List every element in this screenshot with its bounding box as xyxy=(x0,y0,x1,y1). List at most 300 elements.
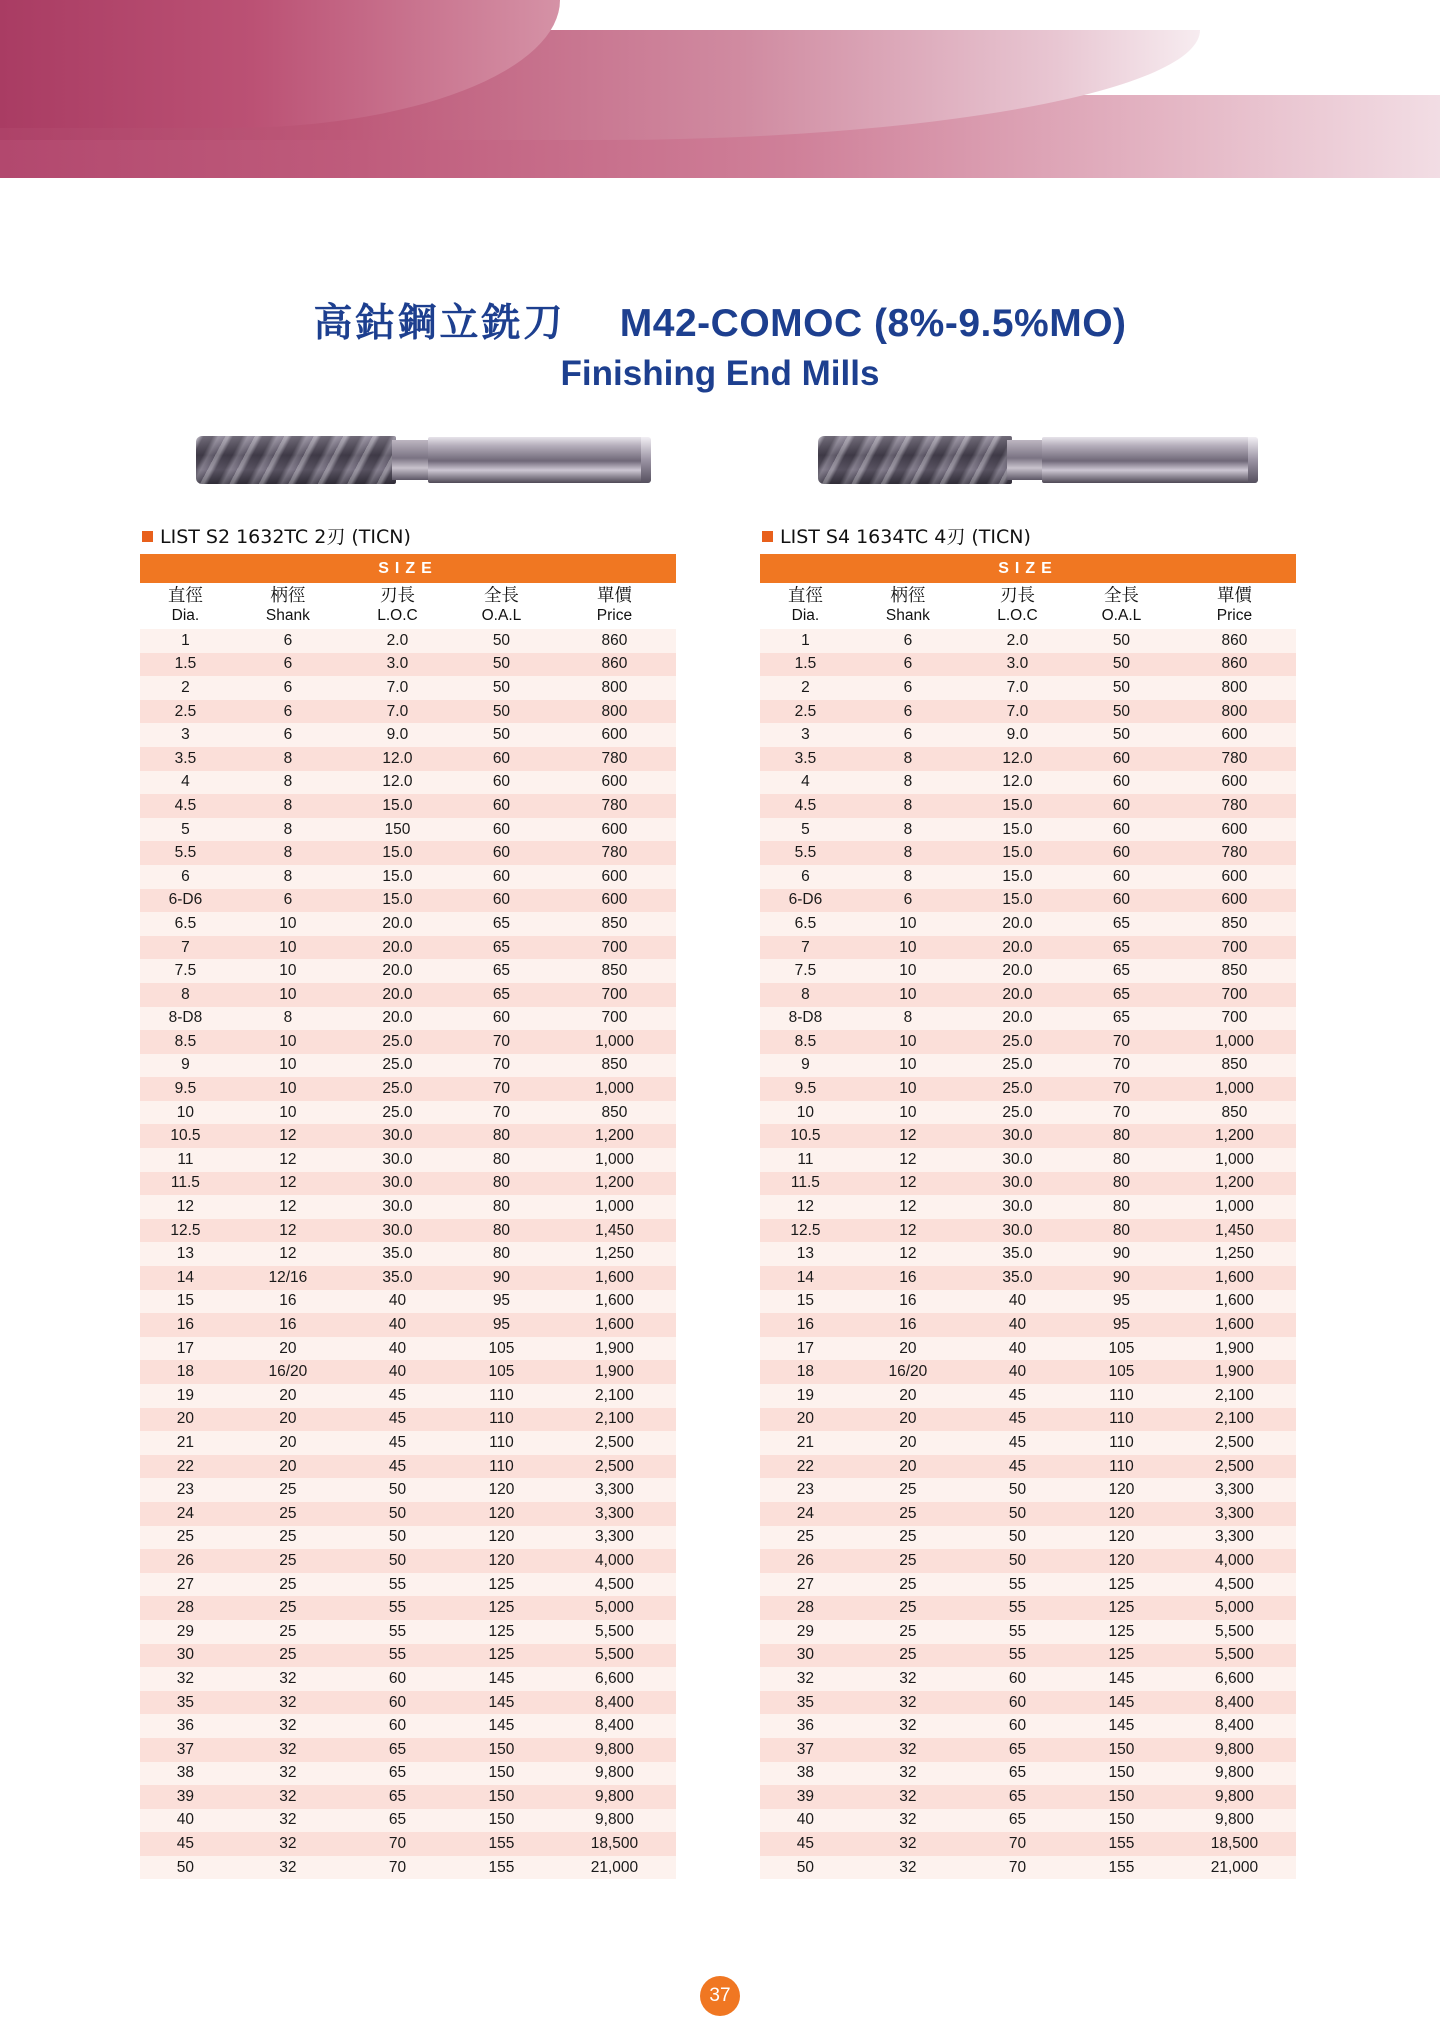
table-cell: 860 xyxy=(553,629,676,653)
table-cell: 30.0 xyxy=(345,1148,450,1172)
table-cell: 25.0 xyxy=(345,1077,450,1101)
table-cell: 6.5 xyxy=(140,912,231,936)
table-cell: 15.0 xyxy=(965,818,1070,842)
table-cell: 55 xyxy=(965,1596,1070,1620)
table-cell: 8 xyxy=(851,841,965,865)
table-row xyxy=(760,1054,1296,1078)
table-cell: 20.0 xyxy=(965,936,1070,960)
table-cell: 70 xyxy=(450,1030,553,1054)
table-cell: 12 xyxy=(140,1195,231,1219)
table-cell: 40 xyxy=(965,1290,1070,1314)
table-row xyxy=(760,1384,1296,1408)
table-cell: 15.0 xyxy=(965,865,1070,889)
table-cell: 1,900 xyxy=(1173,1337,1296,1361)
table-cell: 65 xyxy=(450,983,553,1007)
table-cell: 37 xyxy=(760,1738,851,1762)
table-cell: 800 xyxy=(1173,700,1296,724)
table-cell: 70 xyxy=(450,1077,553,1101)
table-cell: 50 xyxy=(345,1478,450,1502)
table-row xyxy=(760,1195,1296,1219)
table-cell: 1,000 xyxy=(1173,1148,1296,1172)
table-cell: 55 xyxy=(965,1573,1070,1597)
table-cell: 40 xyxy=(345,1360,450,1384)
table-cell: 150 xyxy=(450,1809,553,1833)
table-row xyxy=(760,1290,1296,1314)
table-cell: 65 xyxy=(965,1809,1070,1833)
table-cell: 1,000 xyxy=(553,1195,676,1219)
table-cell: 55 xyxy=(965,1620,1070,1644)
table-row xyxy=(140,865,676,889)
table-cell: 32 xyxy=(231,1762,345,1786)
table-cell: 1,000 xyxy=(553,1148,676,1172)
table-row xyxy=(760,676,1296,700)
table-cell: 20 xyxy=(851,1337,965,1361)
table-cell: 50 xyxy=(1070,653,1173,677)
table-cell: 32 xyxy=(231,1856,345,1880)
table-cell: 25.0 xyxy=(965,1077,1070,1101)
table-cell: 60 xyxy=(1070,818,1173,842)
title-chinese: 高鈷鋼立銑刀 xyxy=(313,301,566,346)
table-cell: 1,000 xyxy=(553,1077,676,1101)
table-cell: 32 xyxy=(851,1714,965,1738)
table-row xyxy=(760,865,1296,889)
column-header-dia xyxy=(140,583,231,629)
column-header-shank xyxy=(851,583,965,629)
table-cell: 6 xyxy=(760,865,851,889)
table-cell: 7.5 xyxy=(760,959,851,983)
table-cell: 60 xyxy=(450,1007,553,1031)
table-cell: 24 xyxy=(760,1502,851,1526)
table-cell: 65 xyxy=(450,959,553,983)
product-photo-2-flute xyxy=(196,428,651,494)
table-cell: 850 xyxy=(1173,1054,1296,1078)
list-label-left xyxy=(142,522,411,549)
table-cell: 12 xyxy=(231,1148,345,1172)
table-cell: 50 xyxy=(965,1549,1070,1573)
table-cell: 60 xyxy=(1070,865,1173,889)
size-table-right-container xyxy=(760,554,1296,1879)
table-cell: 32 xyxy=(231,1691,345,1715)
table-cell: 15.0 xyxy=(965,889,1070,913)
table-row xyxy=(760,1691,1296,1715)
table-cell: 125 xyxy=(450,1573,553,1597)
table-cell: 45 xyxy=(345,1455,450,1479)
table-row xyxy=(140,1384,676,1408)
column-header-en: Dia. xyxy=(791,607,820,624)
table-cell: 60 xyxy=(450,771,553,795)
table-cell: 10.5 xyxy=(760,1124,851,1148)
table-cell: 700 xyxy=(553,1007,676,1031)
table-cell: 50 xyxy=(450,629,553,653)
table-cell: 4.5 xyxy=(140,794,231,818)
table-row xyxy=(140,1148,676,1172)
table-cell: 3 xyxy=(760,723,851,747)
table-cell: 60 xyxy=(965,1691,1070,1715)
table-cell: 120 xyxy=(1070,1502,1173,1526)
table-cell: 20.0 xyxy=(345,936,450,960)
table-cell: 1,200 xyxy=(553,1172,676,1196)
table-cell: 105 xyxy=(1070,1337,1173,1361)
table-cell: 6-D6 xyxy=(140,889,231,913)
page-title xyxy=(0,292,1440,394)
table-row xyxy=(760,936,1296,960)
table-cell: 9,800 xyxy=(1173,1762,1296,1786)
table-cell: 25 xyxy=(231,1526,345,1550)
table-cell: 95 xyxy=(450,1290,553,1314)
table-cell: 35.0 xyxy=(965,1266,1070,1290)
table-cell: 20 xyxy=(140,1408,231,1432)
column-header-en: L.O.C xyxy=(997,607,1038,624)
table-cell: 25 xyxy=(231,1549,345,1573)
column-header-en: Shank xyxy=(265,607,310,624)
column-header-row xyxy=(140,583,676,629)
table-cell: 90 xyxy=(1070,1266,1173,1290)
column-header-cn: 柄徑 xyxy=(890,586,926,606)
table-cell: 9,800 xyxy=(553,1738,676,1762)
table-cell: 40 xyxy=(760,1809,851,1833)
table-cell: 145 xyxy=(450,1667,553,1691)
table-cell: 2.5 xyxy=(760,700,851,724)
table-cell: 26 xyxy=(140,1549,231,1573)
table-row xyxy=(140,747,676,771)
table-cell: 6 xyxy=(231,889,345,913)
table-cell: 2,100 xyxy=(553,1408,676,1432)
table-cell: 8 xyxy=(140,983,231,1007)
table-cell: 120 xyxy=(450,1478,553,1502)
table-cell: 13 xyxy=(760,1242,851,1266)
table-cell: 14 xyxy=(140,1266,231,1290)
table-cell: 5,500 xyxy=(1173,1620,1296,1644)
table-row xyxy=(140,1030,676,1054)
table-cell: 30.0 xyxy=(965,1219,1070,1243)
table-row xyxy=(760,1785,1296,1809)
table-cell: 35 xyxy=(140,1691,231,1715)
table-cell: 15.0 xyxy=(345,889,450,913)
table-cell: 120 xyxy=(1070,1478,1173,1502)
table-cell: 3,300 xyxy=(1173,1502,1296,1526)
table-cell: 27 xyxy=(760,1573,851,1597)
table-cell: 70 xyxy=(965,1856,1070,1880)
table-cell: 28 xyxy=(140,1596,231,1620)
column-header-row xyxy=(760,583,1296,629)
shank-section xyxy=(428,437,651,483)
table-row xyxy=(140,1573,676,1597)
table-cell: 8 xyxy=(231,841,345,865)
table-cell: 1,000 xyxy=(553,1030,676,1054)
column-header-price xyxy=(553,583,676,629)
table-row xyxy=(760,771,1296,795)
table-cell: 4,000 xyxy=(1173,1549,1296,1573)
table-cell: 150 xyxy=(1070,1809,1173,1833)
table-cell: 1,250 xyxy=(553,1242,676,1266)
table-cell: 45 xyxy=(140,1832,231,1856)
table-cell: 45 xyxy=(345,1408,450,1432)
table-cell: 25 xyxy=(851,1573,965,1597)
table-row xyxy=(760,959,1296,983)
table-cell: 10 xyxy=(851,959,965,983)
table-row xyxy=(760,1832,1296,1856)
table-cell: 1,600 xyxy=(553,1266,676,1290)
table-row xyxy=(760,1148,1296,1172)
table-row xyxy=(140,1667,676,1691)
table-row xyxy=(140,1172,676,1196)
table-cell: 32 xyxy=(231,1738,345,1762)
table-cell: 60 xyxy=(345,1714,450,1738)
table-cell: 65 xyxy=(1070,983,1173,1007)
list-label-right-text: LIST S4 1634TC 4刃 (TICN) xyxy=(780,526,1031,548)
table-cell: 19 xyxy=(760,1384,851,1408)
table-row xyxy=(760,818,1296,842)
neck-section xyxy=(392,440,433,480)
table-cell: 60 xyxy=(965,1667,1070,1691)
table-cell: 150 xyxy=(1070,1738,1173,1762)
table-cell: 8 xyxy=(231,865,345,889)
table-cell: 12 xyxy=(851,1219,965,1243)
table-row xyxy=(760,889,1296,913)
table-cell: 12 xyxy=(231,1124,345,1148)
table-row xyxy=(760,1172,1296,1196)
table-cell: 2 xyxy=(760,676,851,700)
table-row xyxy=(140,653,676,677)
table-row xyxy=(140,841,676,865)
table-cell: 150 xyxy=(1070,1762,1173,1786)
table-cell: 65 xyxy=(345,1762,450,1786)
table-cell: 6 xyxy=(851,723,965,747)
table-cell: 600 xyxy=(553,723,676,747)
table-cell: 6-D6 xyxy=(760,889,851,913)
table-cell: 120 xyxy=(450,1502,553,1526)
shank-section xyxy=(1042,437,1258,483)
table-row xyxy=(140,1195,676,1219)
table-cell: 45 xyxy=(965,1408,1070,1432)
table-cell: 25.0 xyxy=(345,1054,450,1078)
table-row xyxy=(760,653,1296,677)
table-cell: 55 xyxy=(345,1573,450,1597)
table-cell: 8 xyxy=(231,794,345,818)
table-row xyxy=(140,1596,676,1620)
table-cell: 14 xyxy=(760,1266,851,1290)
table-cell: 150 xyxy=(345,818,450,842)
table-row xyxy=(140,818,676,842)
table-cell: 9,800 xyxy=(1173,1738,1296,1762)
table-cell: 850 xyxy=(1173,959,1296,983)
size-table-header: SIZE xyxy=(140,554,676,583)
table-cell: 50 xyxy=(345,1526,450,1550)
table-cell: 25 xyxy=(851,1478,965,1502)
table-cell: 39 xyxy=(760,1785,851,1809)
table-cell: 1,250 xyxy=(1173,1242,1296,1266)
table-cell: 50 xyxy=(1070,723,1173,747)
table-cell: 12.0 xyxy=(965,747,1070,771)
table-cell: 7 xyxy=(760,936,851,960)
table-cell: 700 xyxy=(553,936,676,960)
table-cell: 7.5 xyxy=(140,959,231,983)
table-cell: 25.0 xyxy=(965,1054,1070,1078)
column-header-cn: 柄徑 xyxy=(270,586,306,606)
table-cell: 70 xyxy=(1070,1030,1173,1054)
table-cell: 3,300 xyxy=(1173,1478,1296,1502)
table-cell: 50 xyxy=(965,1526,1070,1550)
table-cell: 32 xyxy=(231,1785,345,1809)
table-cell: 8.5 xyxy=(760,1030,851,1054)
table-row xyxy=(140,1219,676,1243)
table-cell: 80 xyxy=(450,1124,553,1148)
table-row xyxy=(760,1667,1296,1691)
table-row xyxy=(140,936,676,960)
table-cell: 27 xyxy=(140,1573,231,1597)
table-cell: 1,200 xyxy=(553,1124,676,1148)
table-cell: 4 xyxy=(140,771,231,795)
table-cell: 12.0 xyxy=(345,771,450,795)
table-row xyxy=(760,1762,1296,1786)
table-cell: 4,500 xyxy=(1173,1573,1296,1597)
table-cell: 50 xyxy=(140,1856,231,1880)
table-cell: 18 xyxy=(760,1360,851,1384)
table-cell: 25 xyxy=(851,1502,965,1526)
table-cell: 110 xyxy=(450,1408,553,1432)
table-cell: 800 xyxy=(1173,676,1296,700)
table-cell: 20 xyxy=(231,1455,345,1479)
table-cell: 70 xyxy=(1070,1101,1173,1125)
table-cell: 15.0 xyxy=(345,865,450,889)
table-cell: 10 xyxy=(231,936,345,960)
table-cell: 50 xyxy=(1070,700,1173,724)
table-cell: 12 xyxy=(231,1195,345,1219)
table-cell: 125 xyxy=(1070,1620,1173,1644)
table-cell: 65 xyxy=(345,1809,450,1833)
table-cell: 8 xyxy=(851,1007,965,1031)
table-cell: 23 xyxy=(760,1478,851,1502)
table-cell: 25 xyxy=(851,1549,965,1573)
table-row xyxy=(140,1408,676,1432)
table-cell: 30.0 xyxy=(965,1124,1070,1148)
column-header-shank xyxy=(231,583,345,629)
table-cell: 18,500 xyxy=(1173,1832,1296,1856)
table-cell: 80 xyxy=(1070,1219,1173,1243)
table-cell: 125 xyxy=(1070,1573,1173,1597)
table-row xyxy=(760,1502,1296,1526)
table-cell: 29 xyxy=(760,1620,851,1644)
table-cell: 11.5 xyxy=(760,1172,851,1196)
table-cell: 6 xyxy=(231,723,345,747)
table-cell: 11 xyxy=(760,1148,851,1172)
table-row xyxy=(140,1714,676,1738)
table-cell: 800 xyxy=(553,676,676,700)
table-cell: 600 xyxy=(1173,818,1296,842)
table-cell: 60 xyxy=(450,818,553,842)
table-cell: 2,500 xyxy=(1173,1431,1296,1455)
table-cell: 8 xyxy=(231,771,345,795)
table-cell: 6 xyxy=(851,700,965,724)
table-cell: 80 xyxy=(450,1172,553,1196)
table-cell: 11 xyxy=(140,1148,231,1172)
table-cell: 9,800 xyxy=(553,1785,676,1809)
table-cell: 32 xyxy=(760,1667,851,1691)
table-cell: 12.0 xyxy=(965,771,1070,795)
table-row xyxy=(140,771,676,795)
table-cell: 65 xyxy=(965,1762,1070,1786)
table-cell: 9.0 xyxy=(965,723,1070,747)
table-cell: 3.0 xyxy=(965,653,1070,677)
table-cell: 25 xyxy=(140,1526,231,1550)
table-cell: 12 xyxy=(760,1195,851,1219)
table-cell: 32 xyxy=(851,1785,965,1809)
table-cell: 32 xyxy=(140,1667,231,1691)
table-cell: 22 xyxy=(760,1455,851,1479)
table-cell: 80 xyxy=(1070,1148,1173,1172)
table-cell: 780 xyxy=(1173,841,1296,865)
table-cell: 25 xyxy=(231,1620,345,1644)
table-cell: 1,600 xyxy=(1173,1266,1296,1290)
table-row xyxy=(140,794,676,818)
table-row xyxy=(140,1360,676,1384)
table-cell: 20.0 xyxy=(345,912,450,936)
table-cell: 55 xyxy=(345,1596,450,1620)
table-cell: 120 xyxy=(450,1526,553,1550)
end-mill-illustration xyxy=(196,428,651,494)
table-cell: 20 xyxy=(851,1455,965,1479)
column-header-en: Dia. xyxy=(171,607,200,624)
table-cell: 10 xyxy=(851,912,965,936)
header-decorative-band xyxy=(0,0,1440,178)
table-cell: 3 xyxy=(140,723,231,747)
table-cell: 8 xyxy=(231,1007,345,1031)
table-cell: 850 xyxy=(553,1054,676,1078)
table-cell: 5,000 xyxy=(553,1596,676,1620)
table-cell: 2,100 xyxy=(1173,1408,1296,1432)
table-row xyxy=(760,1809,1296,1833)
table-row xyxy=(760,1455,1296,1479)
table-cell: 65 xyxy=(965,1738,1070,1762)
title-subtitle: Finishing End Mills xyxy=(560,354,880,393)
table-cell: 17 xyxy=(140,1337,231,1361)
table-cell: 15.0 xyxy=(965,794,1070,818)
table-cell: 7 xyxy=(140,936,231,960)
table-cell: 6 xyxy=(231,676,345,700)
table-cell: 70 xyxy=(1070,1054,1173,1078)
table-row xyxy=(760,841,1296,865)
table-cell: 12 xyxy=(851,1172,965,1196)
table-cell: 25 xyxy=(851,1526,965,1550)
table-cell: 70 xyxy=(450,1101,553,1125)
table-cell: 8-D8 xyxy=(760,1007,851,1031)
table-row xyxy=(760,1644,1296,1668)
table-row xyxy=(140,1337,676,1361)
size-table-right xyxy=(760,554,1296,1879)
table-cell: 60 xyxy=(1070,747,1173,771)
table-cell: 13 xyxy=(140,1242,231,1266)
table-cell: 50 xyxy=(965,1502,1070,1526)
table-cell: 9.5 xyxy=(140,1077,231,1101)
table-cell: 12 xyxy=(231,1172,345,1196)
table-cell: 9,800 xyxy=(1173,1785,1296,1809)
table-cell: 7.0 xyxy=(965,676,1070,700)
table-row xyxy=(760,1077,1296,1101)
table-cell: 30.0 xyxy=(345,1124,450,1148)
table-cell: 32 xyxy=(231,1832,345,1856)
table-cell: 700 xyxy=(1173,1007,1296,1031)
table-cell: 32 xyxy=(851,1856,965,1880)
table-cell: 3,300 xyxy=(553,1478,676,1502)
table-cell: 35.0 xyxy=(345,1242,450,1266)
table-cell: 10 xyxy=(231,1030,345,1054)
table-cell: 1,450 xyxy=(1173,1219,1296,1243)
column-header-en: Shank xyxy=(885,607,930,624)
table-cell: 20 xyxy=(851,1431,965,1455)
table-cell: 3,300 xyxy=(553,1502,676,1526)
table-row xyxy=(140,1242,676,1266)
table-cell: 50 xyxy=(965,1478,1070,1502)
